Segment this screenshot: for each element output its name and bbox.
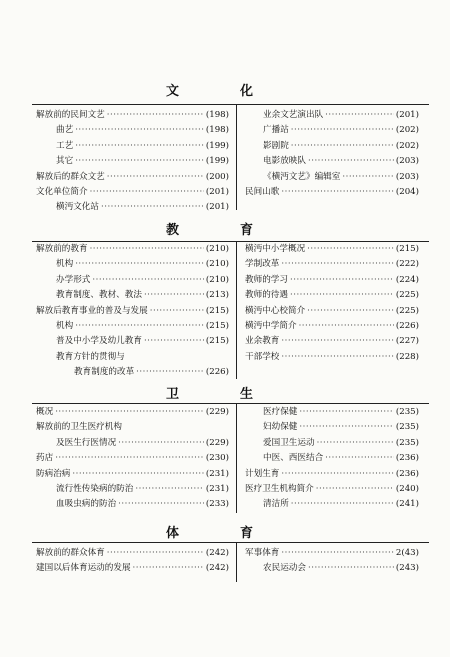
column-divider — [236, 403, 237, 513]
toc-entry: 《横沔文艺》编辑室 ····· (203) — [245, 170, 419, 185]
toc-entry: 机构 ····· (215) — [36, 319, 229, 334]
toc-entry: 教师的待遇 ····· (225) — [245, 288, 419, 303]
toc-entry: 横沔中学简介 ····· (226) — [245, 319, 419, 334]
toc-entry: 流行性传染病的防治 ····· (231) — [36, 482, 229, 497]
section-title-char: 教 — [166, 223, 180, 238]
toc-entry: 文化单位简介 ····· (201) — [36, 185, 229, 200]
column-divider — [236, 241, 237, 379]
toc-entry: 业余教育 ····· (227) — [245, 334, 419, 349]
column-divider — [236, 542, 237, 582]
toc-entry: 工艺 ····· (199) — [36, 139, 229, 154]
left-column — [36, 242, 229, 381]
section-rule — [32, 104, 429, 105]
toc-entry: 建国以后体育运动的发展 ····· (242) — [36, 561, 229, 576]
right-column — [245, 405, 419, 513]
toc-entry: 广播站 ····· (202) — [245, 123, 419, 138]
toc-entry: 医疗卫生机构简介 ····· (240) — [245, 482, 419, 497]
toc-entry: 解放前的民间文艺 ····· (198) — [36, 108, 229, 123]
toc-entry: 及医生行医情况 ····· (229) — [36, 436, 229, 451]
toc-entry: 其它 ····· (199) — [36, 154, 229, 169]
left-column — [36, 108, 229, 216]
toc-entry: 解放前的卫生医疗机构 — [36, 422, 122, 433]
toc-entry: 横沔中心校简介 ····· (225) — [245, 304, 419, 319]
section-title-char: 育 — [240, 223, 254, 238]
toc-entry: 普及中小学及幼儿教育 ····· (215) — [36, 334, 229, 349]
toc-entry: 清洁所 ····· (241) — [245, 497, 419, 512]
section-education — [0, 219, 450, 379]
toc-entry: 业余文艺演出队 ····· (201) — [245, 108, 419, 123]
section-title-char: 生 — [240, 387, 254, 402]
toc-entry: 教师的学习 ····· (224) — [245, 273, 419, 288]
toc-entry: 药店 ····· (230) — [36, 451, 229, 466]
toc-entry: 解放前的群众体育 ····· (242) — [36, 546, 229, 561]
toc-entry: 计划生育 ····· (236) — [245, 467, 419, 482]
toc-entry: 教育方针的贯彻与 — [56, 351, 125, 362]
toc-entry: 解放后的群众文艺 ····· (200) — [36, 170, 229, 185]
toc-entry: 医疗保健 ····· (235) — [245, 405, 419, 420]
toc-entry: 横沔中小学概况 ····· (215) — [245, 242, 419, 257]
toc-entry: 教育制度、教材、教法 ····· (213) — [36, 288, 229, 303]
toc-entry: 机构 ····· (210) — [36, 257, 229, 272]
column-divider — [236, 104, 237, 210]
section-title — [0, 80, 450, 100]
section-rule — [32, 542, 429, 543]
toc-entry: 教育制度的改革 ····· (226) — [36, 365, 229, 380]
toc-entry: 横沔文化站 ····· (201) — [36, 200, 229, 215]
right-column — [245, 242, 419, 365]
toc-entry: 爱国卫生运动 ····· (235) — [245, 436, 419, 451]
section-rule — [32, 403, 429, 404]
toc-entry: 概况 ····· (229) — [36, 405, 229, 420]
section-sports — [0, 522, 450, 582]
toc-entry: 曲艺 ····· (198) — [36, 123, 229, 138]
toc-entry: 电影放映队 ····· (203) — [245, 154, 419, 169]
toc-entry: 影剧院 ····· (202) — [245, 139, 419, 154]
right-column — [245, 546, 419, 577]
toc-entry: 中医、西医结合 ····· (236) — [245, 451, 419, 466]
toc-entry: 军事体育 ····· 2(43) — [245, 546, 419, 561]
section-title-char: 文 — [166, 84, 180, 99]
toc-entry: 学制改革 ····· (222) — [245, 257, 419, 272]
section-title-char: 育 — [240, 526, 254, 541]
left-column — [36, 546, 229, 577]
toc-entry: 办学形式 ····· (210) — [36, 273, 229, 288]
toc-entry: 防病治病 ····· (231) — [36, 467, 229, 482]
section-title — [0, 522, 450, 542]
section-title — [0, 219, 450, 239]
toc-entry: 妇幼保健 ····· (235) — [245, 420, 419, 435]
section-culture — [0, 80, 450, 213]
section-health — [0, 383, 450, 513]
left-column — [36, 405, 229, 513]
section-title-char: 卫 — [166, 387, 180, 402]
toc-entry: 民间山歌 ····· (204) — [245, 185, 419, 200]
section-title — [0, 383, 450, 403]
toc-entry: 解放前的教育 ····· (210) — [36, 242, 229, 257]
section-title-char: 体 — [166, 526, 180, 541]
toc-entry: 农民运动会 ····· (243) — [245, 561, 419, 576]
toc-entry: 干部学校 ····· (228) — [245, 350, 419, 365]
section-title-char: 化 — [240, 84, 254, 99]
right-column — [245, 108, 419, 200]
toc-entry: 血吸虫病的防治 ····· (233) — [36, 497, 229, 512]
toc-entry: 解放后教育事业的普及与发展 ····· (215) — [36, 304, 229, 319]
